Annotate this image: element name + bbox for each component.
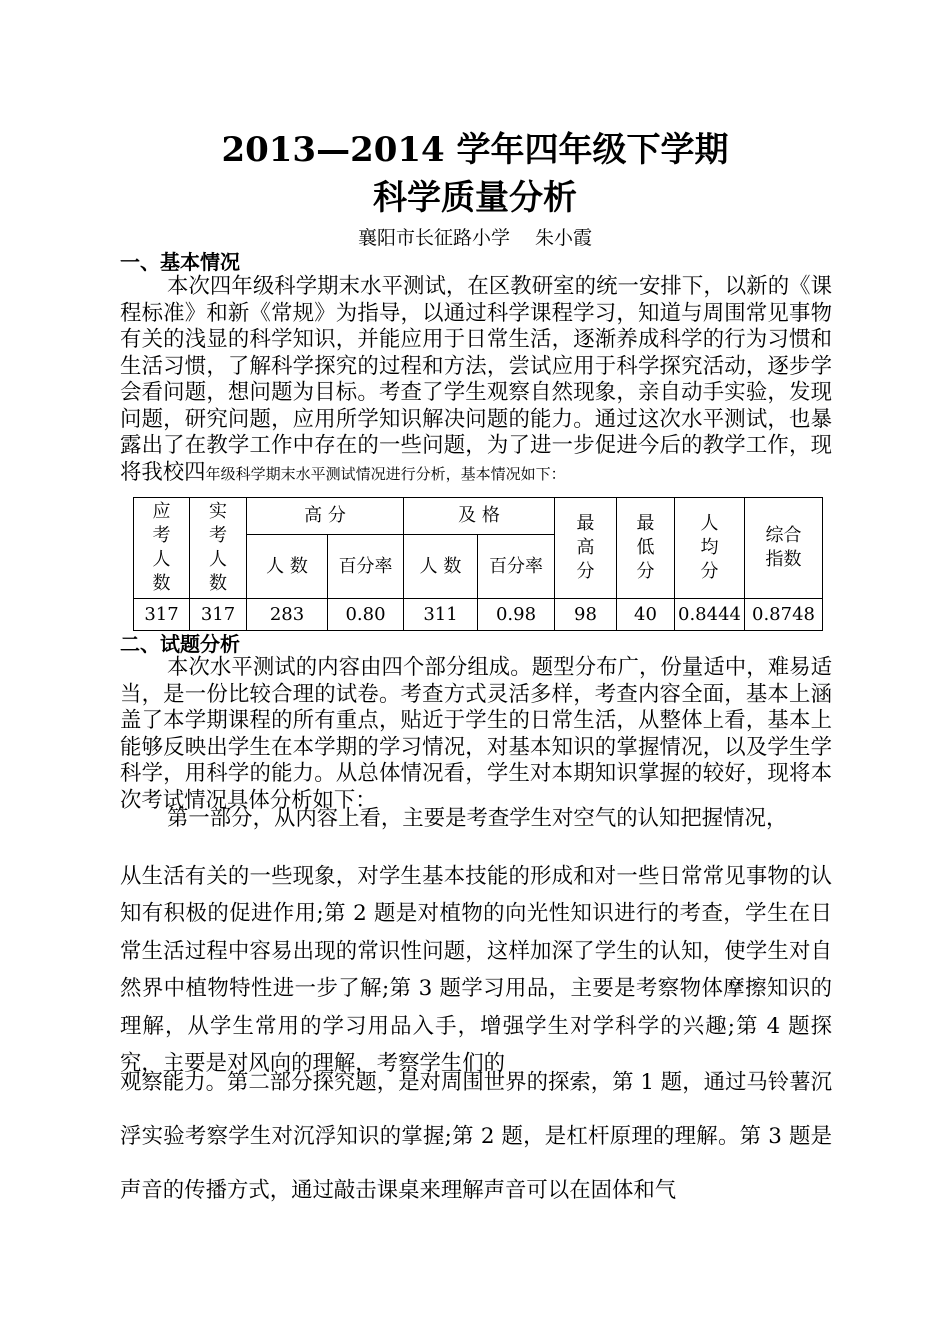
header-max-score: 最 高 分 — [555, 498, 617, 599]
cell-composite-index: 0.8748 — [745, 599, 823, 631]
cell-high-rate: 0.80 — [328, 599, 404, 631]
cell-max-score: 98 — [555, 599, 617, 631]
header-high-rate: 百分率 — [328, 535, 404, 599]
header-actual-count: 实 考 人 数 — [190, 498, 247, 599]
cell-pass-rate: 0.98 — [478, 599, 555, 631]
cell-min-score: 40 — [617, 599, 675, 631]
cell-high-count: 283 — [247, 599, 328, 631]
header-composite-index: 综合 指数 — [745, 498, 823, 599]
section2-paragraph1: 本次水平测试的内容由四个部分组成。题型分布广，份量适中，难易适当，是一份比较合理的试卷。考查方式灵活多样，考查内容全面，基本上涵盖了本学期课程的所有重点，贴近于学生的日常生活，从整体上看，基本上能够反映出学生在本学期的学习情况，对基本知识的掌握情况，以及学生学科学，用科学的能力。从总体情况看，学生对本期知识掌握的较好，现将本次考试情况具体分析如下： — [120, 655, 832, 813]
document-title-line2: 科学质量分析 — [373, 178, 577, 218]
section1-heading: 一、基本情况 — [120, 250, 240, 274]
header-pass: 及 格 — [404, 498, 555, 535]
section2-paragraph2-tail: 观察能力。第二部分探究题，是对周围世界的探索，第 1 题，通过马铃薯沉浮实验考察学生对沉浮知识的掌握;第 2 题，是杠杆原理的理解。第 3 题是声音的传播方式，通过敲击课桌来理解声音可以在固体和气 — [120, 1070, 832, 1203]
header-high-count: 人 数 — [247, 535, 328, 599]
table-row — [134, 599, 823, 631]
header-pass-count: 人 数 — [404, 535, 478, 599]
header-average: 人 均 分 — [675, 498, 745, 599]
document-title-line1: 2013—2014 学年四年级下学期 — [221, 130, 729, 170]
header-pass-rate: 百分率 — [478, 535, 555, 599]
section1-paragraph — [120, 274, 832, 487]
section2-heading: 二、试题分析 — [120, 632, 240, 656]
header-should-count: 应 考 人 数 — [134, 498, 190, 599]
header-min-score: 最 低 分 — [617, 498, 675, 599]
section1-paragraph-small: 年级科学期末水平测试情况进行分析，基本情况如下： — [205, 464, 566, 483]
section2-paragraph2-body: 从生活有关的一些现象，对学生基本技能的形成和对一些日常常见事物的认知有积极的促进作用;第 2 题是对植物的向光性知识进行的考查，学生在日常生活过程中容易出现的常识性问题，这样加深了学生的认知，使学生对自然界中植物特性进一步了解;第 3 题学习用品，主要是考察物体摩擦知识的理解，从学生常用的学习用品入手，增强学生对学科学的兴趣;第 4 题探究，主要是对风向的理解，考察学生们的 — [120, 864, 832, 1077]
cell-average: 0.8444 — [675, 599, 745, 631]
section2-paragraph2-first-line: 第一部分，从内容上看，主要是考查学生对空气的认知把握情况， — [167, 806, 788, 831]
cell-should-count: 317 — [134, 599, 190, 631]
cell-actual-count: 317 — [190, 599, 247, 631]
cell-pass-count: 311 — [404, 599, 478, 631]
score-table — [133, 497, 823, 631]
header-high-score: 高 分 — [247, 498, 404, 535]
table-header-row — [134, 498, 823, 535]
document-author: 襄阳市长征路小学 朱小霞 — [357, 227, 593, 249]
section1-paragraph-main: 本次四年级科学期末水平测试，在区教研室的统一安排下，以新的《课程标准》和新《常规》为指导，以通过科学课程学习，知道与周围常见事物有关的浅显的科学知识，并能应用于日常生活，逐渐养成科学的行为习惯和生活习惯，了解科学探究的过程和方法，尝试应用于科学探究活动，逐步学会看问题，想问题为目标。考查了学生观察自然现象，亲自动手实验，发现问题，研究问题，应用所学知识解决问题的能力。通过这次水平测试，也暴露出了在教学工作中存在的一些问题，为了进一步促进今后的教学工作，现将我校四 — [120, 274, 832, 485]
